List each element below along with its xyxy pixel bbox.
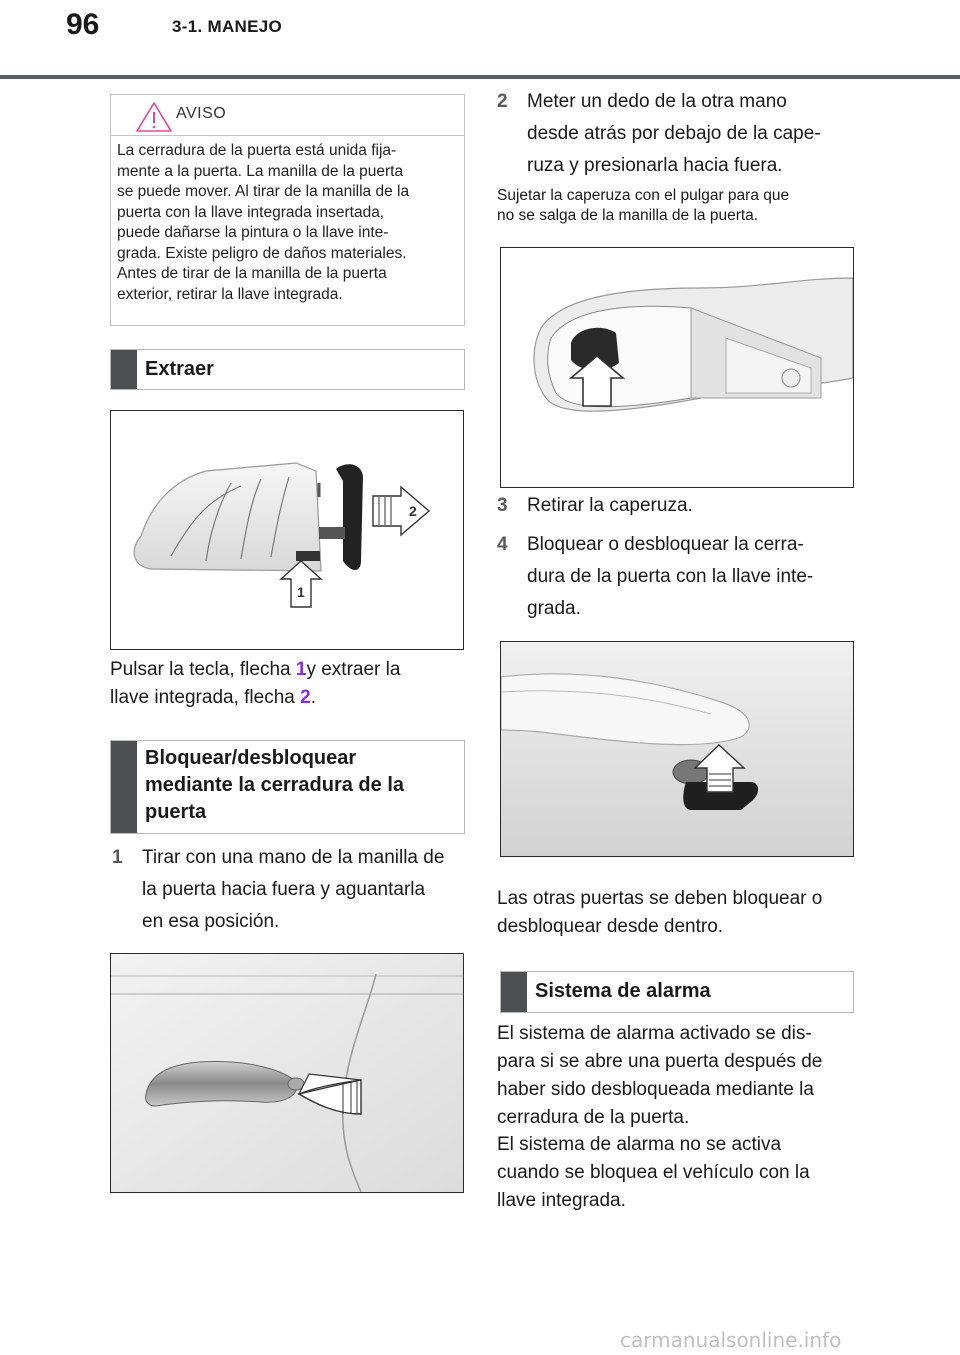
step-number: 3 (497, 495, 508, 516)
callout-2: 2 (300, 687, 311, 708)
arrow-label-2: 2 (409, 503, 417, 519)
warning-title: AVISO (176, 105, 227, 122)
section-bar (501, 972, 527, 1012)
page-number: 96 (66, 8, 100, 41)
arrow-label-1: 1 (297, 584, 305, 600)
section-title: Sistema de alarma (535, 980, 711, 1002)
section-heading-extraer (110, 349, 465, 390)
figure-key-in-lock (500, 641, 854, 857)
step-number: 1 (112, 847, 123, 868)
figure-key-extraction (110, 410, 464, 650)
warning-triangle-icon (135, 101, 173, 133)
header-rule (0, 75, 960, 79)
extraer-instruction (110, 656, 470, 712)
chapter-title: 3-1. MANEJO (172, 17, 283, 36)
watermark: carmanualsonline.info (620, 1328, 842, 1352)
section-bar (111, 350, 137, 389)
step-number: 4 (497, 534, 508, 555)
section-title: Extraer (145, 358, 214, 380)
warning-box (110, 94, 465, 326)
section-heading-alarma (500, 971, 854, 1013)
key-illustration (111, 411, 463, 649)
lock-illustration (501, 642, 853, 856)
alarma-paragraph-1: El sistema de alarma activado se dis- para si se abre una puerta después de haber sido desbloqueada mediante la cerradura de la puerta. (497, 1023, 823, 1128)
door-handle-illustration (111, 954, 463, 1192)
text-part: y extraer la llave integrada, flecha (110, 659, 401, 708)
arrow-2-icon (373, 487, 429, 535)
step-number: 2 (497, 91, 508, 112)
section-bar (111, 741, 137, 833)
step-text: Tirar con una mano de la manilla de la puerta hacia fuera y aguantarla en esa posición. (142, 847, 445, 932)
alarma-paragraph-2: El sistema de alarma no se activa cuando se bloquea el vehículo con la llave integrada. (497, 1134, 810, 1211)
text-part: Pulsar la tecla, flecha (110, 659, 296, 680)
figure-pull-handle (110, 953, 464, 1193)
step-text: Retirar la caperuza. (527, 495, 693, 516)
section-title: Bloquear/desbloquear mediante la cerradura de la puerta (145, 747, 405, 823)
warning-text: La cerradura de la puerta está unida fija- mente a la puerta. La manilla de la puerta se puede mover. Al tirar de la manilla de la puerta con la llave integrada insertada, puede dañarse la pintura o la llave inte- grada. Existe peligro de daños materiales. Antes de tirar de la manilla de la puerta exterior, retirar la llave integrada. (117, 142, 410, 303)
step-text: Meter un dedo de la otra mano desde atrás por debajo de la cape- ruza y presionarla hacia fuera. (527, 91, 821, 176)
text-part: . (310, 687, 316, 708)
step-text: Bloquear o desbloquear la cerra- dura de la puerta con la llave inte- grada. (527, 534, 814, 619)
cap-illustration (501, 248, 853, 487)
section-heading-bloquear (110, 740, 465, 834)
callout-1: 1 (295, 659, 307, 680)
figure-remove-cap (500, 247, 854, 488)
warning-header (111, 95, 464, 136)
other-doors-text: Las otras puertas se deben bloquear o desbloquear desde dentro. (497, 888, 823, 937)
note-caperuza: Sujetar la caperuza con el pulgar para que no se salga de la manilla de la puerta. (497, 187, 790, 224)
